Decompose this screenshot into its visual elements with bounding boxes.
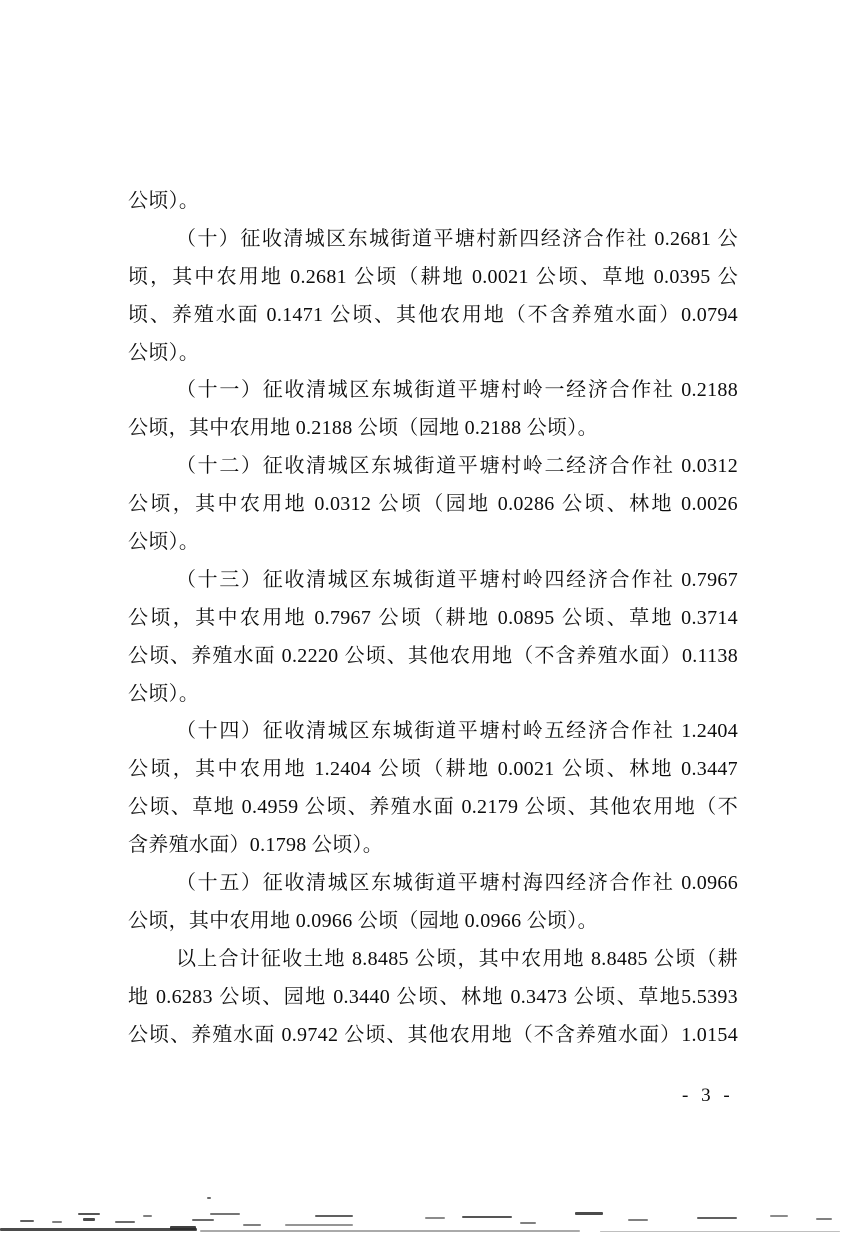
text-line: （十四）征收清城区东城街道平塘村岭五经济合作社 1.2404	[176, 720, 738, 743]
scan-artifact	[52, 1221, 62, 1223]
text-line: 公顷、养殖水面 0.9742 公顷、其他农用地（不含养殖水面）1.0154	[128, 1023, 738, 1046]
scan-artifact	[520, 1222, 536, 1224]
text-line: 公顷，其中农用地 0.0966 公顷（园地 0.0966 公顷）。	[128, 909, 598, 932]
text-line: 公顷，其中农用地 0.7967 公顷（耕地 0.0895 公顷、草地 0.3714	[128, 606, 738, 629]
text-line: 以上合计征收土地 8.8485 公顷，其中农用地 8.8485 公顷（耕	[176, 947, 738, 970]
scan-artifact	[20, 1220, 34, 1222]
text-line: （十三）征收清城区东城街道平塘村岭四经济合作社 0.7967	[176, 568, 738, 591]
scan-artifact	[210, 1213, 240, 1215]
text-line: （十五）征收清城区东城街道平塘村海四经济合作社 0.0966	[176, 872, 738, 895]
scan-artifact	[207, 1197, 211, 1199]
scan-artifact	[315, 1215, 353, 1217]
scan-artifact	[697, 1217, 737, 1219]
text-line: 公顷）。	[128, 682, 200, 705]
scan-artifact	[243, 1224, 261, 1226]
scan-artifact	[628, 1219, 648, 1221]
scan-artifact	[192, 1219, 214, 1221]
text-line: 公顷，其中农用地 1.2404 公顷（耕地 0.0021 公顷、林地 0.3447	[128, 758, 738, 781]
text-line: 含养殖水面）0.1798 公顷）。	[128, 834, 384, 857]
text-line: 公顷、养殖水面 0.2220 公顷、其他农用地（不含养殖水面）0.1138	[128, 644, 738, 667]
text-line: 公顷）。	[128, 190, 200, 212]
text-line: 公顷，其中农用地 0.0312 公顷（园地 0.0286 公顷、林地 0.0026	[128, 493, 738, 516]
scan-artifact	[816, 1218, 832, 1220]
text-line: （十二）征收清城区东城街道平塘村岭二经济合作社 0.0312	[176, 455, 738, 478]
scan-artifact	[285, 1224, 353, 1226]
scan-artifact	[600, 1231, 840, 1232]
text-line: 公顷）。	[128, 531, 200, 554]
scan-artifact	[78, 1213, 100, 1215]
scan-artifact	[143, 1215, 152, 1217]
scan-artifact	[0, 1228, 197, 1231]
text-line: 公顷）。	[128, 341, 200, 364]
text-line: （十一）征收清城区东城街道平塘村岭一经济合作社 0.2188	[176, 379, 738, 402]
text-line: 顷、养殖水面 0.1471 公顷、其他农用地（不含养殖水面）0.0794	[128, 303, 738, 326]
body-text	[128, 183, 738, 1054]
scan-artifact	[200, 1230, 580, 1232]
scan-artifact	[425, 1217, 445, 1219]
scan-artifact	[83, 1218, 95, 1221]
scan-artifact	[770, 1215, 788, 1217]
scan-artifact	[462, 1216, 512, 1218]
text-line: 顷，其中农用地 0.2681 公顷（耕地 0.0021 公顷、草地 0.0395 公	[128, 265, 738, 288]
text-line: （十）征收清城区东城街道平塘村新四经济合作社 0.2681 公	[176, 227, 738, 250]
page-number: - 3 -	[682, 1085, 734, 1106]
text-line: 地 0.6283 公顷、园地 0.3440 公顷、林地 0.3473 公顷、草地5.5393	[128, 985, 738, 1008]
scan-artifact	[115, 1221, 135, 1223]
text-line: 公顷，其中农用地 0.2188 公顷（园地 0.2188 公顷）。	[128, 417, 598, 440]
scan-artifact	[575, 1212, 603, 1215]
text-line: 公顷、草地 0.4959 公顷、养殖水面 0.2179 公顷、其他农用地（不	[128, 796, 738, 819]
